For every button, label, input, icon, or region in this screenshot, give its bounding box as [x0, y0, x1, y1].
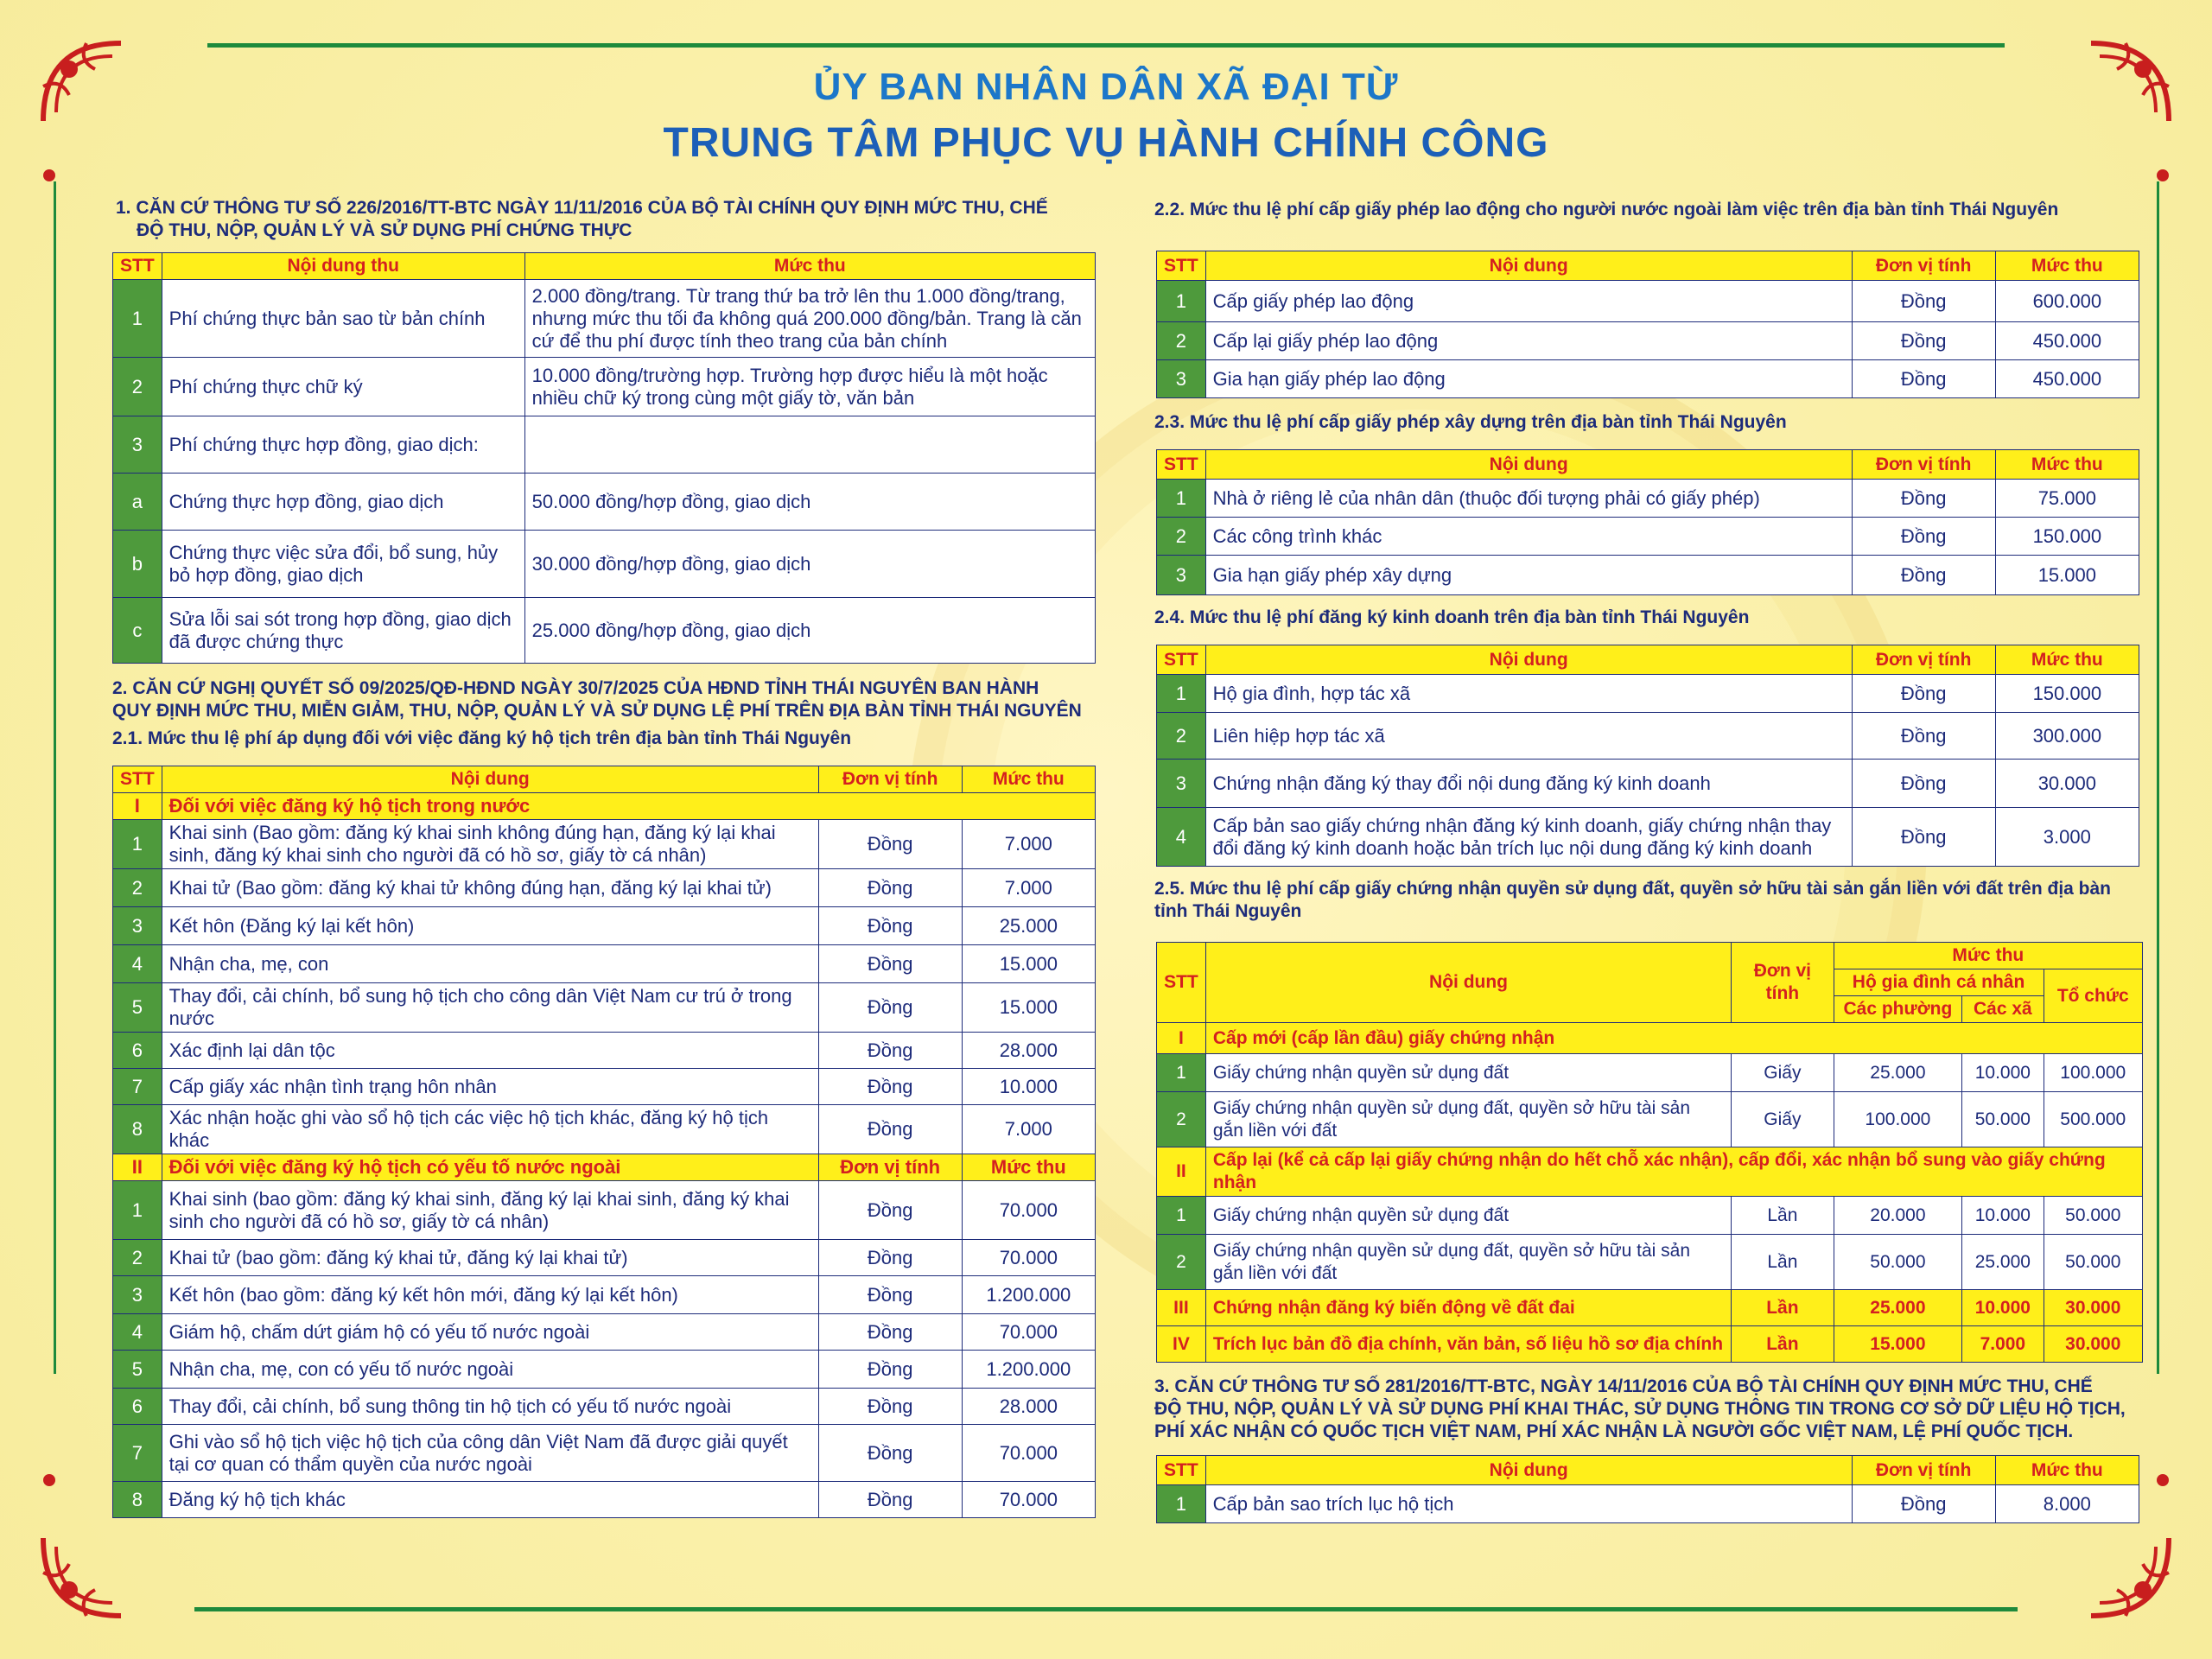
noi-dung-cell: Ghi vào sổ hộ tịch việc hộ tịch của công dân Việt Nam đã được giải quyết tại cơ quan có thẩm quyền của nước ngoài — [162, 1425, 818, 1482]
decor-dot — [2157, 169, 2169, 181]
group-don-vi: Đơn vị tính — [818, 1154, 962, 1181]
noi-dung-cell: Phí chứng thực chữ ký — [162, 358, 524, 416]
stt-cell: 3 — [113, 907, 162, 945]
table-row — [113, 598, 1096, 664]
col-header-stt: STT — [1157, 1456, 1206, 1485]
stt-cell: 2 — [1157, 322, 1206, 360]
stt-cell: 3 — [113, 416, 162, 474]
stt-cell: b — [113, 531, 162, 598]
muc-thu-cell: 600.000 — [1995, 281, 2139, 322]
table-row — [1157, 556, 2139, 595]
stt-cell: 1 — [1157, 480, 1206, 518]
muc-thu-cell: 15.000 — [962, 945, 1095, 983]
table-giay-chung-nhan-dat — [1156, 942, 2143, 1363]
stt-cell: 2 — [113, 358, 162, 416]
table-row — [1157, 760, 2139, 808]
table-row — [113, 983, 1096, 1033]
group-label: Trích lục bản đồ địa chính, văn bản, số liệu hồ sơ địa chính — [1205, 1326, 1731, 1363]
table-row — [113, 1181, 1096, 1240]
col-header-don-vi: Đơn vị tính — [1852, 645, 1995, 675]
stt-cell: 1 — [1157, 1485, 1206, 1523]
don-vi-cell: Đồng — [818, 983, 962, 1033]
noi-dung-cell: Phí chứng thực bản sao từ bản chính — [162, 280, 524, 358]
bottom-border-line — [194, 1607, 2018, 1611]
phuong-cell: 25.000 — [1834, 1054, 1962, 1092]
section-1-title-line-a: 1. CĂN CỨ THÔNG TƯ SỐ 226/2016/TT-BTC NGÀY 11/11/2016 CỦA BỘ TÀI CHÍNH QUY ĐỊNH MỨC THU, CHẾ — [116, 198, 1048, 218]
muc-thu-cell: 7.000 — [962, 1105, 1095, 1154]
to-chuc-cell: 30.000 — [2044, 1290, 2142, 1326]
col-header-muc-thu: Mức thu — [1834, 943, 2142, 969]
don-vi-cell: Đồng — [818, 907, 962, 945]
section-2-title-line-a: 2. CĂN CỨ NGHỊ QUYẾT SỐ 09/2025/QĐ-HĐND NGÀY 30/7/2025 CỦA HĐND TỈNH THÁI NGUYÊN BAN HÀNH — [112, 678, 1039, 698]
noi-dung-cell: Chứng nhận đăng ký thay đổi nội dung đăng ký kinh doanh — [1205, 760, 1852, 808]
section-2-4-title: 2.4. Mức thu lệ phí đăng ký kinh doanh trên địa bàn tỉnh Thái Nguyên — [1154, 607, 1750, 627]
stt-cell: 3 — [1157, 760, 1206, 808]
col-header-muc-thu: Mức thu — [962, 766, 1095, 793]
section-2-title-line-b: QUY ĐỊNH MỨC THU, MIỄN GIẢM, THU, NỘP, QUẢN LÝ VÀ SỬ DỤNG LỆ PHÍ TRÊN ĐỊA BÀN TỈNH THÁI NGUYÊN — [112, 701, 1082, 721]
group-label: Đối với việc đăng ký hộ tịch trong nước — [162, 793, 1095, 820]
section-3-title — [1154, 1376, 2157, 1443]
xa-cell: 10.000 — [1962, 1197, 2044, 1235]
phuong-cell: 15.000 — [1834, 1326, 1962, 1363]
table-row — [1157, 1485, 2139, 1523]
table-row — [113, 1482, 1096, 1518]
col-header-muc-thu: Mức thu — [1995, 251, 2139, 281]
table-giay-phep-lao-dong — [1156, 251, 2139, 398]
don-vi-cell: Đồng — [818, 945, 962, 983]
table-dang-ky-kinh-doanh — [1156, 645, 2139, 867]
table-row — [113, 474, 1096, 531]
noi-dung-cell: Chứng thực việc sửa đổi, bổ sung, hủy bỏ hợp đồng, giao dịch — [162, 531, 524, 598]
xa-cell: 10.000 — [1962, 1054, 2044, 1092]
corner-ornament-bottom-right — [2082, 1529, 2177, 1624]
col-header-don-vi: Đơn vị tính — [1852, 1456, 1995, 1485]
table-trich-luc-ho-tich — [1156, 1455, 2139, 1523]
noi-dung-cell: Hộ gia đình, hợp tác xã — [1205, 675, 1852, 713]
stt-cell: c — [113, 598, 162, 664]
stt-cell: 6 — [113, 1033, 162, 1069]
decor-dot — [43, 169, 55, 181]
table-ho-tich — [112, 766, 1096, 1518]
table-row — [113, 1105, 1096, 1154]
col-header-noi-dung: Nội dung — [1205, 943, 1731, 1023]
group-label: Đối với việc đăng ký hộ tịch có yếu tố nước ngoài — [162, 1154, 818, 1181]
group-stt: IV — [1157, 1326, 1206, 1363]
muc-thu-cell: 30.000 — [1995, 760, 2139, 808]
noi-dung-cell: Khai tử (Bao gồm: đăng ký khai tử không đúng hạn, đăng ký lại khai tử) — [162, 869, 818, 907]
section-2-2-title: 2.2. Mức thu lệ phí cấp giấy phép lao động cho người nước ngoài làm việc trên địa bàn tỉnh Thái Nguyên — [1154, 200, 2059, 219]
muc-thu-cell: 75.000 — [1995, 480, 2139, 518]
stt-cell: 2 — [1157, 1235, 1206, 1290]
stt-cell: 6 — [113, 1389, 162, 1425]
group-stt: II — [113, 1154, 162, 1181]
to-chuc-cell: 50.000 — [2044, 1197, 2142, 1235]
don-vi-cell: Đồng — [818, 1389, 962, 1425]
group-stt: I — [1157, 1023, 1206, 1054]
table-row — [1157, 281, 2139, 322]
muc-thu-cell: 300.000 — [1995, 713, 2139, 760]
stt-cell: 3 — [1157, 556, 1206, 595]
table-row — [113, 1389, 1096, 1425]
col-header-muc-thu: Mức thu — [524, 253, 1095, 280]
stt-cell: 8 — [113, 1105, 162, 1154]
muc-thu-cell: 10.000 — [962, 1069, 1095, 1105]
muc-thu-cell: 15.000 — [962, 983, 1095, 1033]
table-phi-chung-thuc — [112, 252, 1096, 664]
muc-thu-cell: 25.000 đồng/hợp đồng, giao dịch — [524, 598, 1095, 664]
muc-thu-cell: 2.000 đồng/trang. Từ trang thứ ba trở lên thu 1.000 đồng/trang, nhưng mức thu tối đa không quá 200.000 đồng/bản. Trang là căn cứ để thu phí được tính theo trang của bản chính — [524, 280, 1095, 358]
group-label: Chứng nhận đăng ký biến động về đất đai — [1205, 1290, 1731, 1326]
don-vi-cell: Đồng — [818, 1482, 962, 1518]
muc-thu-cell: 1.200.000 — [962, 1351, 1095, 1389]
decor-dot — [43, 1474, 55, 1486]
muc-thu-cell: 70.000 — [962, 1482, 1095, 1518]
don-vi-cell: Lần — [1732, 1290, 1834, 1326]
stt-cell: 5 — [113, 1351, 162, 1389]
col-header-stt: STT — [1157, 251, 1206, 281]
section-1-title — [116, 197, 1101, 242]
don-vi-cell: Đồng — [818, 1240, 962, 1276]
muc-thu-cell — [524, 416, 1095, 474]
muc-thu-cell: 28.000 — [962, 1389, 1095, 1425]
col-header-noi-dung: Nội dung — [1205, 645, 1852, 675]
don-vi-cell: Đồng — [818, 1105, 962, 1154]
noi-dung-cell: Cấp giấy phép lao động — [1205, 281, 1852, 322]
col-header-noi-dung: Nội dung thu — [162, 253, 524, 280]
table-row — [113, 1069, 1096, 1105]
decor-dot — [2157, 1474, 2169, 1486]
xa-cell: 50.000 — [1962, 1092, 2044, 1147]
stt-cell: 7 — [113, 1069, 162, 1105]
muc-thu-cell: 7.000 — [962, 869, 1095, 907]
muc-thu-cell: 70.000 — [962, 1314, 1095, 1351]
don-vi-cell: Đồng — [1852, 556, 1995, 595]
noi-dung-cell: Giám hộ, chấm dứt giám hộ có yếu tố nước ngoài — [162, 1314, 818, 1351]
muc-thu-cell: 70.000 — [962, 1240, 1095, 1276]
don-vi-cell: Đồng — [1852, 675, 1995, 713]
table-row — [1157, 1197, 2143, 1235]
muc-thu-cell: 1.200.000 — [962, 1276, 1095, 1314]
table-row — [113, 1425, 1096, 1482]
table-row — [113, 869, 1096, 907]
table-row — [1157, 1092, 2143, 1147]
right-border-line — [2157, 181, 2159, 1374]
table-row — [1157, 322, 2139, 360]
noi-dung-cell: Gia hạn giấy phép xây dựng — [1205, 556, 1852, 595]
stt-cell: 1 — [1157, 281, 1206, 322]
stt-cell: a — [113, 474, 162, 531]
section-3-title-line-b: ĐỘ THU, NỘP, QUẢN LÝ VÀ SỬ DỤNG PHÍ KHAI THÁC, SỬ DỤNG THÔNG TIN TRONG CƠ SỞ DỮ LIỆU HỘ TỊCH, — [1154, 1399, 2126, 1419]
phuong-cell: 50.000 — [1834, 1235, 1962, 1290]
col-header-stt: STT — [1157, 645, 1206, 675]
noi-dung-cell: Cấp bản sao trích lục hộ tịch — [1205, 1485, 1852, 1523]
to-chuc-cell: 50.000 — [2044, 1235, 2142, 1290]
don-vi-cell: Đồng — [818, 869, 962, 907]
col-header-stt: STT — [1157, 450, 1206, 480]
table-row — [113, 820, 1096, 869]
group-stt: II — [1157, 1147, 1206, 1197]
muc-thu-cell: 28.000 — [962, 1033, 1095, 1069]
group-row — [1157, 1290, 2143, 1326]
don-vi-cell: Đồng — [818, 1033, 962, 1069]
table-row — [1157, 1235, 2143, 1290]
group-stt: III — [1157, 1290, 1206, 1326]
noi-dung-cell: Liên hiệp hợp tác xã — [1205, 713, 1852, 760]
table-row — [113, 1240, 1096, 1276]
table-row — [113, 1276, 1096, 1314]
noi-dung-cell: Các công trình khác — [1205, 518, 1852, 556]
muc-thu-cell: 7.000 — [962, 820, 1095, 869]
stt-cell: 7 — [113, 1425, 162, 1482]
don-vi-cell: Đồng — [1852, 360, 1995, 398]
stt-cell: 1 — [1157, 1054, 1206, 1092]
col-header-don-vi: Đơn vị tính — [1732, 943, 1834, 1023]
don-vi-cell: Đồng — [818, 1069, 962, 1105]
noi-dung-cell: Nhận cha, mẹ, con có yếu tố nước ngoài — [162, 1351, 818, 1389]
noi-dung-cell: Đăng ký hộ tịch khác — [162, 1482, 818, 1518]
noi-dung-cell: Nhà ở riêng lẻ của nhân dân (thuộc đối tượng phải có giấy phép) — [1205, 480, 1852, 518]
don-vi-cell: Đồng — [1852, 480, 1995, 518]
muc-thu-cell: 450.000 — [1995, 360, 2139, 398]
muc-thu-cell: 10.000 đồng/trường hợp. Trường hợp được hiểu là một hoặc nhiều chữ ký trong cùng một giấy tờ, văn bản — [524, 358, 1095, 416]
noi-dung-cell: Phí chứng thực hợp đồng, giao dịch: — [162, 416, 524, 474]
don-vi-cell: Lần — [1732, 1326, 1834, 1363]
don-vi-cell: Đồng — [818, 1314, 962, 1351]
noi-dung-cell: Xác định lại dân tộc — [162, 1033, 818, 1069]
muc-thu-cell: 450.000 — [1995, 322, 2139, 360]
noi-dung-cell: Kết hôn (Đăng ký lại kết hôn) — [162, 907, 818, 945]
noi-dung-cell: Xác nhận hoặc ghi vào sổ hộ tịch các việc hộ tịch khác, đăng ký hộ tịch khác — [162, 1105, 818, 1154]
don-vi-cell: Đồng — [818, 1351, 962, 1389]
table-row — [1157, 1054, 2143, 1092]
noi-dung-cell: Kết hôn (bao gồm: đăng ký kết hôn mới, đăng ký lại kết hôn) — [162, 1276, 818, 1314]
group-row — [1157, 1147, 2143, 1197]
table-row — [113, 531, 1096, 598]
don-vi-cell: Đồng — [1852, 322, 1995, 360]
table-row — [1157, 808, 2139, 867]
section-1-title-line-b: ĐỘ THU, NỘP, QUẢN LÝ VÀ SỬ DỤNG PHÍ CHỨNG THỰC — [137, 220, 632, 240]
col-header-stt: STT — [1157, 943, 1206, 1023]
muc-thu-cell: 15.000 — [1995, 556, 2139, 595]
to-chuc-cell: 500.000 — [2044, 1092, 2142, 1147]
noi-dung-cell: Gia hạn giấy phép lao động — [1205, 360, 1852, 398]
table-row — [113, 416, 1096, 474]
table-row — [1157, 360, 2139, 398]
col-header-cac-xa: Các xã — [1962, 996, 2044, 1023]
section-2-3-title: 2.3. Mức thu lệ phí cấp giấy phép xây dựng trên địa bàn tỉnh Thái Nguyên — [1154, 412, 1787, 432]
don-vi-cell: Lần — [1732, 1235, 1834, 1290]
col-header-muc-thu: Mức thu — [1995, 1456, 2139, 1485]
table-row — [113, 280, 1096, 358]
don-vi-cell: Lần — [1732, 1197, 1834, 1235]
don-vi-cell: Đồng — [1852, 518, 1995, 556]
xa-cell: 25.000 — [1962, 1235, 2044, 1290]
noi-dung-cell: Cấp bản sao giấy chứng nhận đăng ký kinh doanh, giấy chứng nhận thay đổi đăng ký kinh doanh hoặc bản trích lục nội dung đăng ký kinh doanh — [1205, 808, 1852, 867]
noi-dung-cell: Chứng thực hợp đồng, giao dịch — [162, 474, 524, 531]
stt-cell: 8 — [113, 1482, 162, 1518]
table-row — [1157, 675, 2139, 713]
col-header-noi-dung: Nội dung — [162, 766, 818, 793]
col-header-noi-dung: Nội dung — [1205, 1456, 1852, 1485]
group-stt: I — [113, 793, 162, 820]
group-row — [1157, 1326, 2143, 1363]
col-header-noi-dung: Nội dung — [1205, 251, 1852, 281]
to-chuc-cell: 100.000 — [2044, 1054, 2142, 1092]
phuong-cell: 20.000 — [1834, 1197, 1962, 1235]
col-header-cac-phuong: Các phường — [1834, 996, 1962, 1023]
don-vi-cell: Đồng — [818, 1181, 962, 1240]
noi-dung-cell: Khai tử (bao gồm: đăng ký khai tử, đăng ký lại khai tử) — [162, 1240, 818, 1276]
stt-cell: 1 — [113, 280, 162, 358]
table-row — [1157, 713, 2139, 760]
muc-thu-cell: 150.000 — [1995, 518, 2139, 556]
don-vi-cell: Giấy — [1732, 1092, 1834, 1147]
stt-cell: 2 — [1157, 1092, 1206, 1147]
col-header-muc-thu: Mức thu — [1995, 450, 2139, 480]
noi-dung-cell: Khai sinh (bao gồm: đăng ký khai sinh, đăng ký lại khai sinh, đăng ký khai sinh cho người đã có hồ sơ, giấy tờ cá nhân) — [162, 1181, 818, 1240]
don-vi-cell: Đồng — [818, 1425, 962, 1482]
don-vi-cell: Đồng — [818, 820, 962, 869]
don-vi-cell: Đồng — [1852, 281, 1995, 322]
section-2-5-title-line-b: tỉnh Thái Nguyên — [1154, 901, 1302, 921]
xa-cell: 7.000 — [1962, 1326, 2044, 1363]
header-line-1: ỦY BAN NHÂN DÂN XÃ ĐẠI TỪ — [813, 66, 1399, 108]
table-row — [113, 907, 1096, 945]
don-vi-cell: Đồng — [1852, 1485, 1995, 1523]
header-line-2: TRUNG TÂM PHỤC VỤ HÀNH CHÍNH CÔNG — [663, 120, 1549, 166]
xa-cell: 10.000 — [1962, 1290, 2044, 1326]
stt-cell: 4 — [113, 1314, 162, 1351]
top-border-line — [207, 43, 2005, 48]
col-header-stt: STT — [113, 766, 162, 793]
noi-dung-cell: Giấy chứng nhận quyền sử dụng đất, quyền sở hữu tài sản gắn liền với đất — [1205, 1235, 1731, 1290]
stt-cell: 1 — [1157, 1197, 1206, 1235]
stt-cell: 1 — [113, 1181, 162, 1240]
group-row — [113, 793, 1096, 820]
noi-dung-cell: Nhận cha, mẹ, con — [162, 945, 818, 983]
stt-cell: 2 — [113, 1240, 162, 1276]
table-row — [113, 1033, 1096, 1069]
stt-cell: 2 — [1157, 518, 1206, 556]
muc-thu-cell: 70.000 — [962, 1425, 1095, 1482]
phuong-cell: 25.000 — [1834, 1290, 1962, 1326]
left-border-line — [54, 181, 56, 1374]
muc-thu-cell: 150.000 — [1995, 675, 2139, 713]
table-row — [113, 1314, 1096, 1351]
group-muc-thu: Mức thu — [962, 1154, 1095, 1181]
group-row — [1157, 1023, 2143, 1054]
muc-thu-cell: 25.000 — [962, 907, 1095, 945]
table-row — [1157, 480, 2139, 518]
section-2-5-title — [1154, 878, 2148, 923]
stt-cell: 4 — [113, 945, 162, 983]
muc-thu-cell: 3.000 — [1995, 808, 2139, 867]
group-row — [113, 1154, 1096, 1181]
don-vi-cell: Giấy — [1732, 1054, 1834, 1092]
stt-cell: 4 — [1157, 808, 1206, 867]
noi-dung-cell: Giấy chứng nhận quyền sử dụng đất — [1205, 1197, 1731, 1235]
section-3-title-line-a: 3. CĂN CỨ THÔNG TƯ SỐ 281/2016/TT-BTC, NGÀY 14/11/2016 CỦA BỘ TÀI CHÍNH QUY ĐỊNH MỨC THU, CHẾ — [1154, 1376, 2093, 1396]
stt-cell: 2 — [113, 869, 162, 907]
muc-thu-cell: 70.000 — [962, 1181, 1095, 1240]
section-2-5-title-line-a: 2.5. Mức thu lệ phí cấp giấy chứng nhận quyền sử dụng đất, quyền sở hữu tài sản gắn liền với đất trên địa bàn — [1154, 879, 2112, 899]
table-row — [1157, 518, 2139, 556]
col-header-don-vi: Đơn vị tính — [818, 766, 962, 793]
noi-dung-cell: Sửa lỗi sai sót trong hợp đồng, giao dịch đã được chứng thực — [162, 598, 524, 664]
noi-dung-cell: Giấy chứng nhận quyền sử dụng đất, quyền sở hữu tài sản gắn liền với đất — [1205, 1092, 1731, 1147]
col-header-don-vi: Đơn vị tính — [1852, 251, 1995, 281]
stt-cell: 1 — [1157, 675, 1206, 713]
noi-dung-cell: Thay đổi, cải chính, bổ sung hộ tịch cho công dân Việt Nam cư trú ở trong nước — [162, 983, 818, 1033]
col-header-to-chuc: Tổ chức — [2044, 969, 2142, 1023]
muc-thu-cell: 8.000 — [1995, 1485, 2139, 1523]
col-header-ho-gia-dinh: Hộ gia đình cá nhân — [1834, 969, 2044, 996]
section-2-title — [112, 677, 1106, 750]
phuong-cell: 100.000 — [1834, 1092, 1962, 1147]
section-3-title-line-c: PHÍ XÁC NHẬN CÓ QUỐC TỊCH VIỆT NAM, PHÍ XÁC NHẬN LÀ NGƯỜI GỐC VIỆT NAM, LỆ PHÍ QUỐC TỊCH. — [1154, 1421, 2074, 1441]
table-row — [113, 358, 1096, 416]
table-row — [113, 1351, 1096, 1389]
noi-dung-cell: Giấy chứng nhận quyền sử dụng đất — [1205, 1054, 1731, 1092]
col-header-muc-thu: Mức thu — [1995, 645, 2139, 675]
section-2-1-subtitle: 2.1. Mức thu lệ phí áp dụng đối với việc đăng ký hộ tịch trên địa bàn tỉnh Thái Nguyên — [112, 728, 852, 748]
col-header-noi-dung: Nội dung — [1205, 450, 1852, 480]
noi-dung-cell: Cấp giấy xác nhận tình trạng hôn nhân — [162, 1069, 818, 1105]
stt-cell: 3 — [1157, 360, 1206, 398]
to-chuc-cell: 30.000 — [2044, 1326, 2142, 1363]
noi-dung-cell: Cấp lại giấy phép lao động — [1205, 322, 1852, 360]
noi-dung-cell: Khai sinh (Bao gồm: đăng ký khai sinh không đúng hạn, đăng ký lại khai sinh, đăng ký khai sinh cho người đã có hồ sơ, giấy tờ cá nhân) — [162, 820, 818, 869]
col-header-stt: STT — [113, 253, 162, 280]
don-vi-cell: Đồng — [1852, 760, 1995, 808]
col-header-don-vi: Đơn vị tính — [1852, 450, 1995, 480]
table-row — [113, 945, 1096, 983]
don-vi-cell: Đồng — [818, 1276, 962, 1314]
group-label: Cấp mới (cấp lần đầu) giấy chứng nhận — [1205, 1023, 2142, 1054]
group-label: Cấp lại (kể cả cấp lại giấy chứng nhận do hết chỗ xác nhận), cấp đổi, xác nhận bổ sung vào giấy chứng nhận — [1205, 1147, 2142, 1197]
noi-dung-cell: Thay đổi, cải chính, bổ sung thông tin hộ tịch có yếu tố nước ngoài — [162, 1389, 818, 1425]
muc-thu-cell: 50.000 đồng/hợp đồng, giao dịch — [524, 474, 1095, 531]
corner-ornament-bottom-left — [35, 1529, 130, 1624]
muc-thu-cell: 30.000 đồng/hợp đồng, giao dịch — [524, 531, 1095, 598]
stt-cell: 2 — [1157, 713, 1206, 760]
stt-cell: 1 — [113, 820, 162, 869]
stt-cell: 5 — [113, 983, 162, 1033]
stt-cell: 3 — [113, 1276, 162, 1314]
don-vi-cell: Đồng — [1852, 713, 1995, 760]
don-vi-cell: Đồng — [1852, 808, 1995, 867]
table-giay-phep-xay-dung — [1156, 449, 2139, 595]
